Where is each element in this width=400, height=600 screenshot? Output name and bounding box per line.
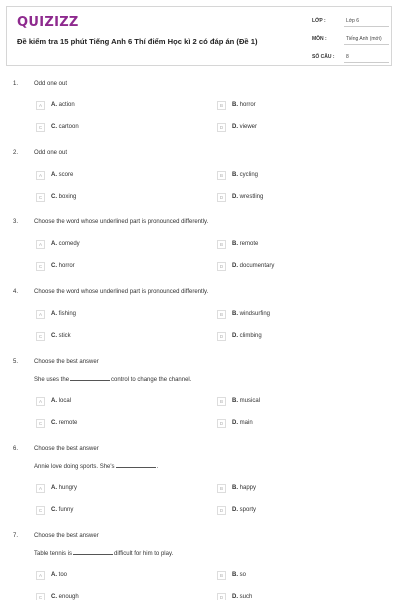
option-text	[232, 102, 256, 108]
question-prompt: Odd one out	[34, 150, 68, 156]
option-text	[232, 485, 256, 491]
option-text	[51, 420, 77, 426]
option-letter-box: C	[36, 506, 45, 515]
option-label: B.	[232, 102, 238, 108]
option-label: D.	[232, 594, 238, 600]
option-text	[51, 194, 76, 200]
option-value: boxing	[58, 194, 77, 200]
quizizz-logo[interactable]: QUIZIZZ	[17, 15, 79, 30]
option-value: main	[239, 420, 253, 426]
option-letter-box: C	[36, 419, 45, 428]
option-text	[232, 124, 257, 130]
question-prompt: Odd one out	[34, 81, 68, 87]
option-value: remote	[58, 420, 78, 426]
sentence-before: Table tennis is	[34, 551, 73, 557]
question-number: 5.	[13, 359, 19, 365]
option-text	[232, 241, 258, 247]
option-text	[51, 241, 80, 247]
question-sentence	[34, 376, 191, 383]
question-number: 3.	[13, 219, 19, 225]
option-label: B.	[232, 172, 238, 178]
option-text	[51, 507, 73, 513]
sentence-before: She uses the	[34, 377, 70, 383]
option-value: horror	[58, 263, 75, 269]
option-label: A.	[51, 172, 57, 178]
option-value: stick	[58, 333, 71, 339]
option-label: B.	[232, 241, 238, 247]
meta-row-count	[312, 47, 393, 67]
option-letter-box: B	[217, 240, 226, 249]
option-label: A.	[51, 572, 57, 578]
option-text	[232, 398, 260, 404]
meta-value: 8	[346, 54, 349, 60]
option-value: wrestling	[239, 194, 264, 200]
option-label: D.	[232, 263, 238, 269]
option-value: cartoon	[58, 124, 79, 130]
option-letter-box: D	[217, 506, 226, 515]
meta-label: SỐ CÂU :	[312, 54, 335, 60]
option-label: A.	[51, 102, 57, 108]
option-text	[51, 485, 77, 491]
question-prompt: Choose the word whose underlined part is pronounced differently.	[34, 219, 209, 225]
question-number: 7.	[13, 533, 19, 539]
option-letter-box: A	[36, 310, 45, 319]
option-letter-box: B	[217, 310, 226, 319]
option-value: viewer	[239, 124, 258, 130]
option-letter-box: C	[36, 123, 45, 132]
option-label: C.	[51, 333, 57, 339]
option-value: enough	[58, 594, 79, 600]
option-text	[51, 311, 76, 317]
meta-value: Tiếng Anh (mới)	[346, 36, 382, 42]
answer-blank	[116, 463, 156, 468]
meta-row-subject	[312, 29, 393, 49]
meta-panel	[312, 7, 393, 67]
option-letter-box: A	[36, 171, 45, 180]
option-label: C.	[51, 124, 57, 130]
option-label: B.	[232, 398, 238, 404]
option-label: D.	[232, 333, 238, 339]
option-value: action	[58, 102, 75, 108]
meta-row-class	[312, 11, 393, 31]
option-text	[232, 311, 270, 317]
question-number: 1.	[13, 81, 19, 87]
option-label: D.	[232, 124, 238, 130]
question-number: 6.	[13, 446, 19, 452]
option-letter-box: D	[217, 332, 226, 341]
option-value: documentary	[239, 263, 275, 269]
question-sentence	[34, 463, 158, 470]
option-value: funny	[58, 507, 74, 513]
option-value: such	[239, 594, 253, 600]
option-value: musical	[239, 398, 261, 404]
option-label: B.	[232, 572, 238, 578]
question-prompt: Choose the best answer	[34, 446, 99, 452]
option-label: C.	[51, 420, 57, 426]
option-label: A.	[51, 241, 57, 247]
meta-label: LỚP :	[312, 18, 326, 24]
option-label: D.	[232, 420, 238, 426]
option-label: B.	[232, 485, 238, 491]
option-value: score	[58, 172, 74, 178]
option-value: horror	[239, 102, 256, 108]
question-sentence	[34, 550, 173, 557]
question-prompt: Choose the best answer	[34, 533, 99, 539]
meta-label: MÔN :	[312, 36, 327, 42]
answer-blank	[70, 376, 110, 381]
option-text	[51, 398, 71, 404]
question-number: 2.	[13, 150, 19, 156]
option-value: sporty	[239, 507, 257, 513]
option-text	[51, 263, 75, 269]
option-label: B.	[232, 311, 238, 317]
option-text	[51, 102, 75, 108]
sentence-after: difficult for him to play.	[114, 551, 174, 557]
option-value: local	[58, 398, 72, 404]
option-label: A.	[51, 398, 57, 404]
option-value: climbing	[239, 333, 262, 339]
option-label: A.	[51, 311, 57, 317]
sentence-after: .	[156, 464, 159, 470]
option-letter-box: A	[36, 101, 45, 110]
option-text	[232, 507, 256, 513]
option-label: C.	[51, 263, 57, 269]
option-letter-box: D	[217, 262, 226, 271]
sentence-before: Annie love doing sports. She's	[34, 464, 115, 470]
option-label: D.	[232, 507, 238, 513]
option-text	[51, 572, 67, 578]
option-letter-box: B	[217, 484, 226, 493]
option-letter-box: C	[36, 332, 45, 341]
option-text	[51, 172, 73, 178]
option-value: too	[58, 572, 68, 578]
option-letter-box: B	[217, 571, 226, 580]
option-letter-box: B	[217, 101, 226, 110]
option-text	[232, 594, 252, 600]
option-letter-box: A	[36, 571, 45, 580]
option-value: cycling	[239, 172, 259, 178]
option-text	[51, 124, 79, 130]
option-text	[51, 333, 71, 339]
option-letter-box: D	[217, 193, 226, 202]
option-value: hungry	[58, 485, 78, 491]
option-letter-box: D	[217, 593, 226, 600]
option-letter-box: C	[36, 593, 45, 600]
sentence-after: control to change the channel.	[111, 377, 192, 383]
option-letter-box: A	[36, 240, 45, 249]
option-text	[232, 263, 274, 269]
option-value: happy	[239, 485, 257, 491]
option-letter-box: D	[217, 123, 226, 132]
answer-blank	[73, 550, 113, 555]
option-letter-box: A	[36, 484, 45, 493]
option-text	[232, 333, 262, 339]
option-letter-box: B	[217, 171, 226, 180]
option-text	[232, 194, 263, 200]
question-prompt: Choose the best answer	[34, 359, 99, 365]
option-text	[232, 572, 246, 578]
meta-value: Lớp 6	[346, 18, 360, 24]
option-letter-box: D	[217, 419, 226, 428]
option-value: windsurfing	[239, 311, 271, 317]
option-label: C.	[51, 194, 57, 200]
option-letter-box: C	[36, 262, 45, 271]
option-label: A.	[51, 485, 57, 491]
option-letter-box: C	[36, 193, 45, 202]
option-text	[232, 420, 253, 426]
worksheet-header	[6, 6, 392, 66]
option-letter-box: B	[217, 397, 226, 406]
option-text	[51, 594, 79, 600]
option-letter-box: A	[36, 397, 45, 406]
option-value: comedy	[58, 241, 80, 247]
option-label: C.	[51, 594, 57, 600]
document-title: Đề kiểm tra 15 phút Tiếng Anh 6 Thí điểm Học kì 2 có đáp án (Đề 1)	[17, 37, 258, 46]
option-label: C.	[51, 507, 57, 513]
option-value: so	[239, 572, 247, 578]
question-prompt: Choose the word whose underlined part is pronounced differently.	[34, 289, 209, 295]
question-number: 4.	[13, 289, 19, 295]
option-label: D.	[232, 194, 238, 200]
option-value: remote	[239, 241, 259, 247]
option-value: fishing	[58, 311, 77, 317]
option-text	[232, 172, 258, 178]
